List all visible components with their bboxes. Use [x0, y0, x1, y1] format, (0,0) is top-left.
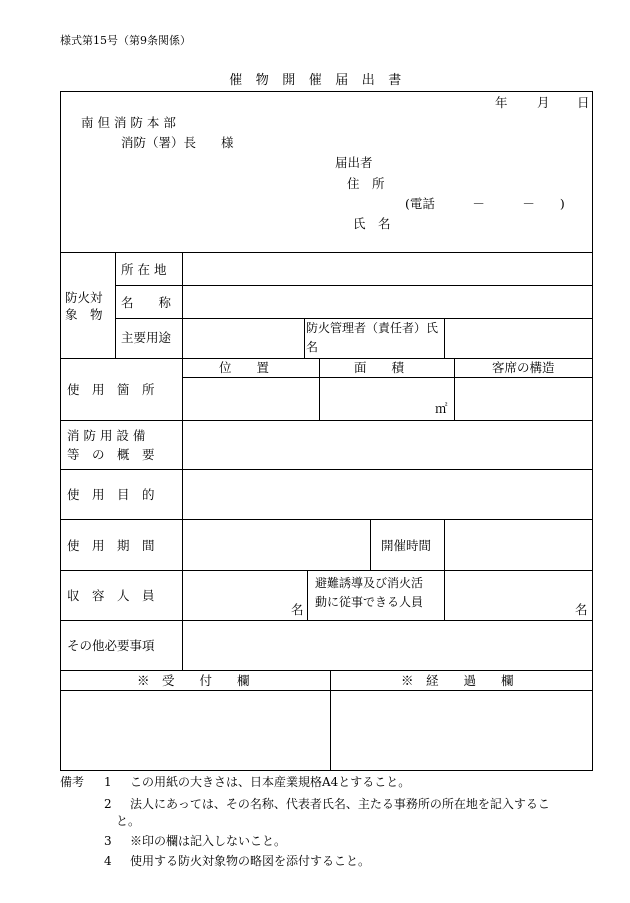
seat-structure-header: 客席の構造 — [492, 360, 555, 375]
note-number: 3 — [104, 834, 112, 848]
progress-header: ※ 経 過 欄 — [401, 673, 514, 688]
name-row-label: 名 称 — [121, 295, 172, 310]
note-text: 法人にあっては、その名称、代表者氏名、主たる事務所の所在地を記入するこ — [130, 797, 550, 811]
notes-label: 備考 — [60, 775, 85, 789]
hours-label: 開催時間 — [381, 538, 432, 553]
date-month-label: 月 — [537, 95, 550, 110]
evac-staff-label-2: 動に従事できる人員 — [315, 595, 424, 609]
capacity-label: 収 容 人 員 — [67, 588, 155, 603]
date-day-label: 日 — [577, 95, 590, 110]
address-label: 住 所 — [347, 176, 385, 191]
target-group-label: 防火対 — [65, 290, 103, 305]
name-label: 氏 名 — [353, 216, 391, 231]
evac-unit: 名 — [575, 602, 588, 617]
main-use-label: 主要用途 — [121, 330, 172, 345]
area-unit: ㎡ — [435, 401, 448, 416]
usage-place-label: 使 用 箇 所 — [67, 382, 155, 397]
note-text: 使用する防火対象物の略図を添付すること。 — [130, 854, 371, 868]
target-group-label-2: 象 物 — [65, 307, 103, 322]
form-number: 様式第15号（第9条関係） — [60, 34, 191, 47]
note-text: ※印の欄は記入しないこと。 — [130, 834, 287, 848]
location-label: 所 在 地 — [121, 262, 167, 277]
others-label: その他必要事項 — [67, 638, 155, 653]
note-text: と。 — [116, 814, 141, 828]
equipment-label: 消 防 用 設 備 — [67, 428, 146, 443]
purpose-label: 使 用 目 的 — [67, 487, 155, 502]
area-header: 面 積 — [354, 360, 405, 375]
note-number: 4 — [104, 854, 112, 868]
manager-label-2: 名 — [306, 340, 319, 354]
note-text: この用紙の大きさは、日本産業規格A4とすること。 — [130, 775, 411, 789]
date-year-label: 年 — [495, 95, 508, 110]
form-table — [60, 91, 593, 771]
addressee-title: 消防（署）長 様 — [121, 135, 234, 150]
phone-label: (電話 － － ) — [405, 196, 565, 211]
position-header: 位 置 — [219, 360, 270, 375]
reception-header: ※ 受 付 欄 — [137, 673, 250, 688]
capacity-unit: 名 — [291, 602, 304, 617]
note-number: 1 — [104, 775, 112, 789]
period-label: 使 用 期 間 — [67, 538, 155, 553]
notifier-label: 届出者 — [335, 155, 373, 170]
equipment-label-2: 等 の 概 要 — [67, 447, 155, 462]
manager-label: 防火管理者（責任者）氏 — [306, 321, 439, 335]
note-number: 2 — [104, 797, 112, 811]
evac-staff-label: 避難誘導及び消火活 — [315, 576, 424, 590]
form-title: 催物開催届出書 — [229, 73, 415, 88]
addressee-org: 南 但 消 防 本 部 — [81, 115, 176, 130]
